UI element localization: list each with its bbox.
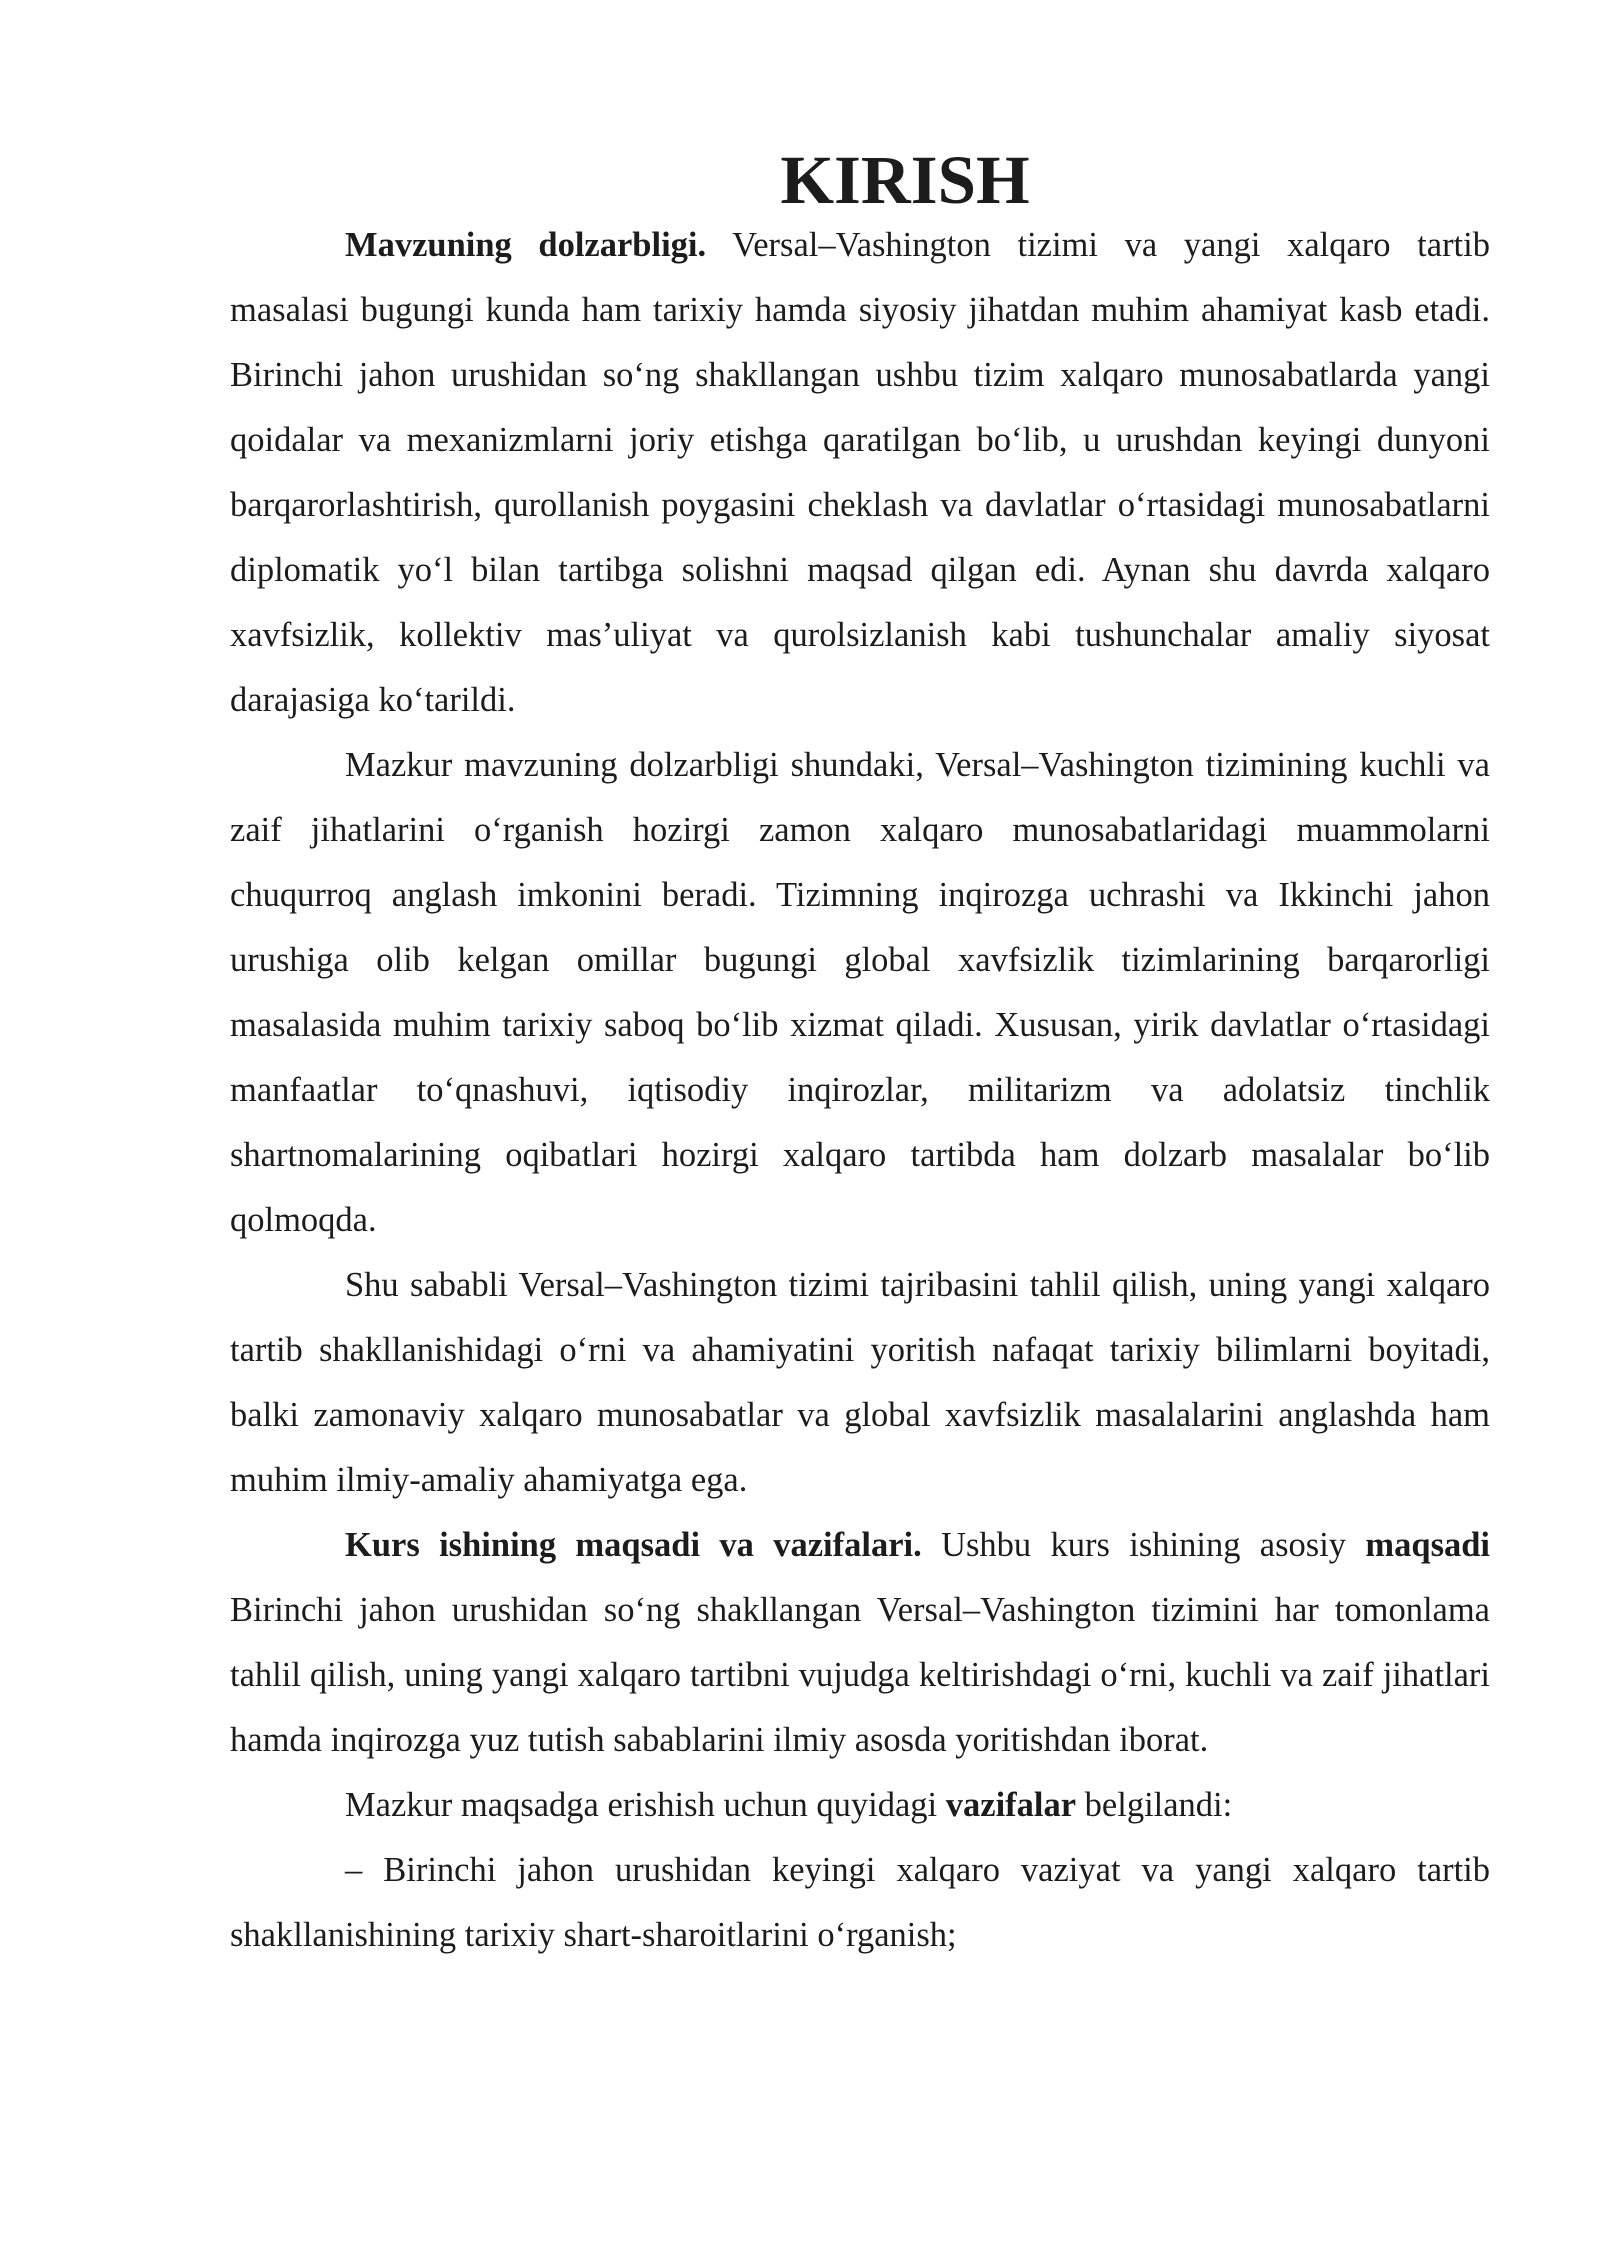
paragraph-lead-bold: Mavzuning dolzarbligi. [345, 226, 707, 264]
paragraph-inline-bold: vazifalar [945, 1786, 1077, 1824]
paragraph-text: Mazkur maqsadga erishish uchun quyidagi [345, 1786, 946, 1824]
paragraph-text: Ushbu kurs ishining asosiy [921, 1526, 1366, 1564]
paragraph-text: – Birinchi jahon urushidan keyingi xalqaro vaziyat va yangi xalqaro tartib shakllanishining tarixiy shart-sharoitlarini o‘rganish; [230, 1851, 1490, 1954]
paragraph-inline-bold: maqsadi [1365, 1526, 1491, 1564]
paragraph-text: Mazkur mavzuning dolzarbligi shundaki, Versal–Vashington tizimining kuchli va zaif jihatlarini o‘rganish hozirgi zamon xalqaro munosabatlaridagi muammolarni chuqurroq anglash imkonini beradi. Tizimning inqirozga uchrashi va Ikkinchi jahon urushiga olib kelgan omillar bugungi global xavfsizlik tizimlarining barqarorligi masalasida muhim tarixiy saboq bo‘lib xizmat qiladi. Xususan, yirik davlatlar o‘rtasidagi manfaatlar to‘qnashuvi, iqtisodiy inqirozlar, militarizm va adolatsiz tinchlik shartnomalarining oqibatlari hozirgi xalqaro tartibda ham dolzarb masalalar bo‘lib qolmoqda. [230, 746, 1490, 1239]
paragraph-relevance [230, 213, 1490, 733]
paragraph-goals [230, 1513, 1490, 1773]
paragraph-relevance-details [230, 733, 1490, 1253]
document-title: KIRISH [780, 142, 1030, 218]
paragraph-lead-bold: Kurs ishining maqsadi va vazifalari. [345, 1526, 922, 1564]
paragraph-text: Versal–Vashington tizimi va yangi xalqaro tartib masalasi bugungi kunda ham tarixiy hamda siyosiy jihatdan muhim ahamiyat kasb etadi. Birinchi jahon urushidan so‘ng shakllangan ushbu tizim xalqaro munosabatlarda yangi qoidalar va mexanizmlarni joriy etishga qaratilgan bo‘lib, u urushdan keyingi dunyoni barqarorlashtirish, qurollanish poygasini cheklash va davlatlar o‘rtasidagi munosabatlarni diplomatik yo‘l bilan tartibga solishni maqsad qilgan edi. Aynan shu davrda xalqaro xavfsizlik, kollektiv mas’uliyat va qurolsizlanish kabi tushunchalar amaliy siyosat darajasiga ko‘tarildi. [230, 226, 1490, 719]
paragraph-text: belgilandi: [1076, 1786, 1233, 1824]
paragraph-text: Shu sababli Versal–Vashington tizimi tajribasini tahlil qilish, uning yangi xalqaro tartib shakllanishidagi o‘rni va ahamiyatini yoritish nafaqat tarixiy bilimlarni boyitadi, balki zamonaviy xalqaro munosabatlar va global xavfsizlik masalalarini anglashda ham muhim ilmiy-amaliy ahamiyatga ega. [230, 1266, 1490, 1499]
document-page [230, 142, 1491, 1968]
list-item-task-1 [230, 1838, 1490, 1968]
paragraph-text: Birinchi jahon urushidan so‘ng shakllangan Versal–Vashington tizimini har tomonlama tahlil qilish, uning yangi xalqaro tartibni vujudga keltirishdagi o‘rni, kuchli va zaif jihatlari hamda inqirozga yuz tutish sabablarini ilmiy asosda yoritishdan iborat. [230, 1591, 1490, 1759]
paragraph-tasks-intro [230, 1773, 1490, 1838]
paragraph-significance [230, 1253, 1490, 1513]
